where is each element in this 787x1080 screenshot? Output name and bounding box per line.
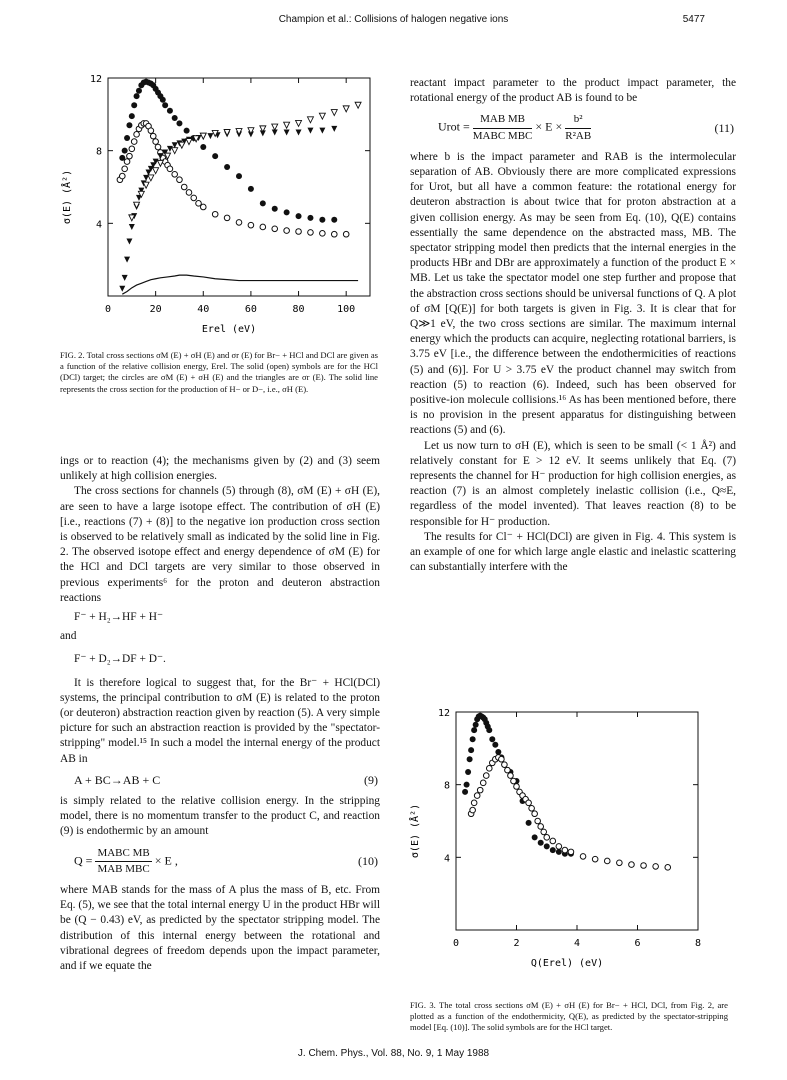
data-point-filled-circle: [492, 742, 498, 748]
data-point-open-circle: [150, 133, 156, 139]
data-point-filled-circle: [224, 164, 230, 170]
running-title: Champion et al.: Collisions of halogen negative ions: [278, 14, 509, 25]
data-point-open-circle: [617, 860, 623, 866]
data-point-filled-circle: [556, 849, 562, 855]
left-paragraph-2: The cross sections for channels (5) through (8), σM (E) + σH (E), are seen to have a large isotope effect. The contribution of σH (E) [i.e., reactions (7) + (8)] to the negative ion production cross section is observed to be relatively small as indicated by the solid line in Fig. 2. The observed isotope effect and energy dependence of σM (E) for the HCl and DCl targets are very similar to those observed in previous experiments⁶ for the proton and deuteron abstraction reactions: [60, 485, 380, 604]
data-point-filled-circle: [260, 200, 266, 206]
reaction-f-h2: F⁻ + H₂→HF + H⁻: [74, 611, 163, 624]
data-point-open-triangle: [284, 122, 290, 128]
y-tick-label: 4: [443, 853, 450, 865]
page-number: 5477: [682, 14, 705, 25]
data-point-open-circle: [550, 838, 556, 844]
data-point-open-triangle: [331, 110, 337, 116]
data-point-open-triangle: [319, 113, 325, 119]
data-point-filled-circle: [471, 727, 477, 733]
data-point-open-circle: [526, 800, 532, 806]
right-paragraph-2: where b is the impact parameter and RAB is the intermolecular separation of AB. Obviously there are more complicated expressions for Urot, but all have a common feature: the rotational energy for deuteron abstraction is about twice that for proton abstraction at a given collision energy. As may be seen from Eq. (10), Q(E) contains essentially the same dependence on the abstracted mass, MB. The spectator stripping model then predicts that the internal energies in the products HBr and DBr are approximately a function of the product E × MB. Let us take the spectator model one step further and propose that the abstraction cross sections should be universal functions of Q. A plot of σM [Q(E)] for both targets is given in Fig. 3. It is clear that for Q≫1 eV, the two cross sections are similar. The maximum internal energy which the products can acquire, neglecting rotational barriers, is 3.75 eV [i.e., the difference between the endothermicities of reactions (5) and (6)]. For U > 3.75 eV the product channel may switch from reaction (5) to reaction (6). Indeed, such has been observed for positive-ion molecule collisions.¹⁶ As has been mentioned before, there is no provision in the present apparatus for distinguishing between reactions (5) and (6).: [410, 150, 736, 437]
plot-frame: [456, 712, 698, 930]
eq10-numerator: MABC MB: [95, 846, 151, 862]
plot-frame: [108, 78, 370, 296]
data-point-filled-triangle: [129, 224, 135, 230]
left-paragraph-3: It is therefore logical to suggest that, for the Br⁻ + HCl(DCl) systems, the principal contribution to σM (E) is related to the proton (or deuteron) abstraction reaction given by reaction (5). A very simple picture for such an abstraction reaction is provided by the "spectator-stripping" model.¹⁵ In such a model the internal energy of the product AB in: [60, 676, 380, 765]
data-point-filled-circle: [470, 736, 476, 742]
data-point-open-triangle: [153, 168, 159, 174]
data-point-open-circle: [604, 858, 610, 864]
data-point-filled-circle: [489, 736, 495, 742]
y-axis-label: σ(E) (Å²): [62, 169, 73, 225]
data-point-open-circle: [505, 767, 511, 773]
data-point-filled-triangle: [284, 130, 290, 136]
data-point-open-circle: [556, 844, 562, 850]
x-tick-label: 2: [513, 938, 520, 949]
equation-9-number: (9): [364, 772, 378, 787]
eq11-f1-numerator: MAB MB: [473, 112, 533, 128]
data-point-filled-circle: [473, 722, 479, 728]
data-point-open-circle: [514, 784, 520, 790]
data-point-open-circle: [124, 159, 130, 165]
data-point-open-circle: [320, 231, 326, 237]
x-tick-label: 0: [452, 938, 460, 949]
data-point-filled-triangle: [119, 286, 125, 292]
equation-11-number: (11): [714, 120, 734, 135]
x-tick-label: 100: [337, 304, 356, 315]
right-paragraph-4: The results for Cl⁻ + HCl(DCl) are given in Fig. 4. This system is an example of one for which large angle elastic and inelastic scattering can substantially interfere with the: [410, 530, 736, 574]
data-point-open-circle: [177, 177, 183, 183]
data-point-open-triangle: [148, 175, 154, 181]
data-point-open-circle: [296, 229, 302, 235]
data-point-filled-circle: [200, 144, 206, 150]
data-point-filled-circle: [131, 102, 137, 108]
data-point-filled-circle: [126, 122, 132, 128]
data-point-filled-triangle: [122, 275, 128, 281]
right-paragraph-3: Let us now turn to σH (E), which is seen to be small (< 1 Å²) and relatively constant for E > 12 eV. It seems unlikely that Eq. (7) represents the channel for H⁻ production for high collision energies, as reaction (7) is an almost completely inelastic collision (i.e., Q≈E, regardless of the model invented). That leaves reaction (8) to be responsible for H⁻ production.: [410, 439, 736, 528]
data-point-open-circle: [538, 824, 544, 830]
data-point-open-circle: [134, 132, 140, 138]
data-point-filled-circle: [212, 153, 218, 159]
x-tick-label: 6: [634, 938, 641, 949]
data-point-filled-triangle: [331, 126, 337, 132]
data-point-open-circle: [191, 195, 197, 201]
data-point-open-triangle: [272, 124, 278, 130]
data-point-filled-circle: [172, 115, 178, 121]
data-point-filled-circle: [467, 756, 473, 762]
and-text: and: [60, 630, 77, 643]
data-point-open-circle: [486, 766, 492, 772]
data-point-open-circle: [131, 139, 137, 145]
data-point-filled-circle: [532, 834, 538, 840]
eq10-fraction: [95, 846, 151, 877]
data-point-filled-circle: [284, 209, 290, 215]
data-point-open-circle: [477, 787, 483, 793]
data-point-open-circle: [224, 215, 230, 221]
data-point-filled-circle: [248, 186, 254, 192]
data-point-filled-circle: [465, 769, 471, 775]
x-tick-label: 40: [197, 304, 210, 315]
data-point-filled-circle: [124, 135, 130, 141]
data-point-open-circle: [592, 856, 598, 862]
data-point-open-circle: [541, 829, 547, 835]
data-point-filled-circle: [495, 749, 501, 755]
data-point-filled-circle: [544, 843, 550, 849]
x-tick-label: 60: [244, 304, 257, 315]
data-point-open-triangle: [296, 120, 302, 126]
reaction-f-d2: F⁻ + D₂→DF + D⁻.: [74, 653, 166, 666]
equation-9: [74, 773, 380, 788]
data-point-open-triangle: [355, 102, 361, 108]
data-point-filled-circle: [296, 213, 302, 219]
data-point-filled-circle: [134, 93, 140, 99]
data-point-open-triangle: [343, 106, 349, 112]
data-point-filled-circle: [122, 148, 128, 154]
data-point-open-circle: [508, 773, 514, 779]
data-point-filled-circle: [160, 97, 166, 103]
eq10-denominator: MAB MBC: [97, 862, 150, 875]
data-point-open-circle: [641, 863, 647, 869]
data-point-filled-triangle: [124, 257, 130, 263]
data-point-open-circle: [529, 805, 535, 811]
data-point-open-circle: [580, 854, 586, 860]
data-point-filled-triangle: [307, 128, 313, 134]
right-paragraph-1: reactant impact parameter to the product impact parameter, the rotational energy of the product AB is found to be: [410, 77, 736, 105]
data-point-open-triangle: [186, 139, 192, 145]
data-point-open-circle: [212, 211, 218, 217]
data-point-open-circle: [499, 756, 505, 762]
left-column: [60, 454, 380, 974]
data-point-filled-circle: [462, 789, 468, 795]
left-paragraph-4: is simply related to the relative collision energy. In the stripping model, there is no momentum transfer to the product C, and reaction (9) is endothermic by an amount: [60, 795, 380, 838]
data-point-open-circle: [308, 230, 314, 236]
left-paragraph-1: ings or to reaction (4); the mechanisms given by (2) and (3) seem unlikely at high collision energies.: [60, 455, 380, 483]
data-point-filled-circle: [526, 820, 532, 826]
data-point-open-circle: [653, 864, 659, 870]
y-tick-label: 8: [95, 146, 102, 158]
data-point-filled-circle: [176, 120, 182, 126]
left-paragraph-5: where MAB stands for the mass of A plus the mass of B, etc. From Eq. (5), we see that the total internal energy U in the product HBr will be (Q − 0.43) eV, as predicted by the spectator stripping model. The distribution of this internal energy between the rotational and vibrational degrees of freedom depends upon the impact parameter, and if we equate the: [60, 884, 380, 973]
data-point-open-circle: [511, 778, 517, 784]
data-point-filled-circle: [331, 217, 337, 223]
figure-2-chart: [60, 68, 380, 348]
data-point-open-circle: [200, 204, 206, 210]
data-point-open-circle: [343, 231, 349, 237]
data-point-open-circle: [474, 793, 480, 799]
data-point-filled-triangle: [296, 130, 302, 136]
data-point-open-circle: [568, 849, 574, 855]
data-point-open-circle: [155, 144, 161, 150]
data-point-open-circle: [471, 800, 477, 806]
eq11-f2-numerator: b²: [565, 112, 591, 128]
data-point-filled-circle: [468, 747, 474, 753]
data-point-open-circle: [502, 762, 508, 768]
eq11-middle: × E ×: [535, 119, 563, 134]
eq11-f2-denominator: R²AB: [565, 129, 592, 142]
data-point-open-circle: [483, 773, 489, 779]
data-point-open-triangle: [307, 117, 313, 123]
eq11-fraction-1: [473, 112, 533, 143]
data-point-open-circle: [181, 184, 187, 190]
data-point-open-circle: [284, 228, 290, 234]
data-point-filled-circle: [538, 840, 544, 846]
data-point-open-circle: [248, 222, 254, 228]
data-point-filled-triangle: [319, 128, 325, 134]
data-point-filled-circle: [184, 128, 190, 134]
equation-10-number: (10): [358, 853, 378, 868]
x-tick-label: 0: [104, 304, 112, 315]
data-point-filled-circle: [464, 782, 470, 788]
data-point-open-circle: [544, 835, 550, 841]
data-point-open-circle: [272, 226, 278, 232]
equation-9-body: A + BC→AB + C: [74, 772, 161, 787]
data-point-open-circle: [119, 173, 125, 179]
data-point-open-circle: [148, 128, 154, 134]
figure-2-caption: FIG. 2. Total cross sections σM (E) + σH (E) and σr (E) for Br− + HCl and DCl are given as a function of the relative collision energy, Erel. The solid (open) symbols are for the HCl (DCl) target; the circles are σM (E) + σH (E) and the triangles are σr (E). The solid line represents the cross section for the production of H− or D−, i.e., σH (E).: [60, 350, 378, 394]
data-point-filled-circle: [167, 108, 173, 114]
data-point-filled-circle: [236, 173, 242, 179]
right-column: [410, 76, 736, 576]
data-point-filled-triangle: [207, 133, 213, 139]
data-point-filled-circle: [136, 88, 142, 94]
data-point-open-circle: [129, 146, 135, 152]
eq10-lhs: Q =: [74, 853, 93, 868]
x-tick-label: 4: [573, 938, 581, 949]
data-point-filled-circle: [129, 113, 135, 119]
y-axis-label: σ(E) (Å²): [410, 803, 421, 859]
y-tick-label: 8: [443, 780, 450, 792]
x-axis-label: Q(Erel) (eV): [530, 958, 604, 969]
data-point-filled-circle: [486, 727, 492, 733]
data-point-open-circle: [186, 190, 192, 196]
data-point-open-circle: [480, 780, 486, 786]
page-footer: J. Chem. Phys., Vol. 88, No. 9, 1 May 1988: [297, 1048, 490, 1059]
x-axis-label: Erel (eV): [201, 324, 257, 335]
equation-11: [424, 112, 736, 143]
data-point-open-circle: [532, 811, 538, 817]
x-tick-label: 80: [292, 304, 305, 315]
data-point-open-circle: [470, 807, 476, 813]
data-point-open-circle: [153, 139, 159, 145]
data-point-open-circle: [562, 847, 568, 853]
eq11-f1-denominator: MABC MBC: [472, 129, 533, 142]
data-point-open-triangle: [200, 133, 206, 139]
eq11-lhs: Urot =: [438, 119, 470, 134]
x-tick-label: 8: [694, 938, 702, 949]
series-line: [122, 275, 358, 294]
y-tick-label: 4: [95, 219, 102, 231]
eq11-fraction-2: [565, 112, 591, 143]
data-point-filled-circle: [319, 217, 325, 223]
figure-3-caption: FIG. 3. The total cross sections σM (E) + σH (E) for Br− + HCl, DCl, from Fig. 2, are plotted as a function of the endothermicity, Q(E), as predicted by the spectator-stripping model [Eq. (10)]. The solid symbols are for the HCl target.: [410, 1000, 728, 1033]
data-point-open-circle: [172, 171, 178, 177]
data-point-filled-circle: [162, 102, 168, 108]
data-point-open-circle: [331, 231, 337, 237]
eq10-rhs: × E ,: [154, 853, 178, 868]
figure-3-chart: [412, 700, 712, 978]
data-point-open-circle: [260, 224, 266, 230]
y-tick-label: 12: [89, 74, 102, 85]
y-tick-label: 12: [437, 708, 450, 719]
data-point-open-circle: [665, 865, 671, 871]
data-point-open-circle: [236, 220, 242, 226]
data-point-filled-triangle: [126, 239, 132, 245]
data-point-filled-circle: [550, 847, 556, 853]
x-tick-label: 20: [149, 304, 162, 315]
data-point-open-circle: [122, 166, 128, 172]
data-point-open-triangle: [172, 148, 178, 154]
data-point-open-circle: [629, 862, 635, 868]
data-point-open-circle: [127, 153, 133, 159]
data-point-open-circle: [535, 818, 541, 824]
equation-10: [74, 846, 380, 877]
data-point-filled-circle: [272, 206, 278, 212]
data-point-filled-circle: [307, 215, 313, 221]
data-point-open-circle: [167, 166, 173, 172]
